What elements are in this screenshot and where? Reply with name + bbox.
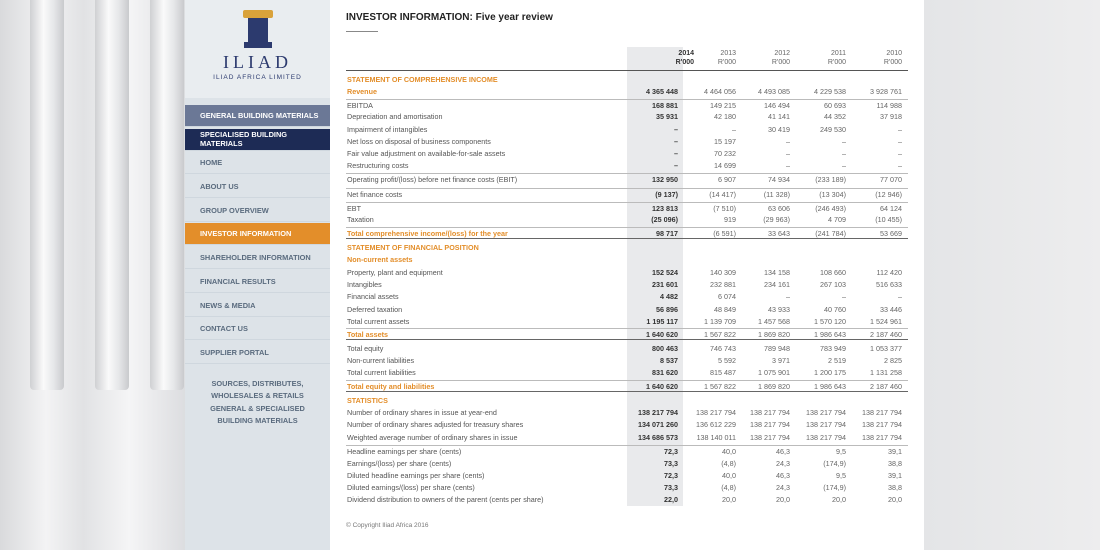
cell-value: 44 352	[824, 112, 846, 121]
cell-value: 134 158	[764, 268, 790, 277]
cell-value: 138 217 794	[862, 420, 902, 429]
tagline: SOURCES, DISTRIBUTES, WHOLESALES & RETAILS GENERAL & SPECIALISED BUILDING MATERIALS	[210, 378, 305, 426]
nav-shareholder-information[interactable]: SHAREHOLDER INFORMATION	[185, 247, 330, 269]
cell-value: 1 640 620	[646, 330, 678, 339]
cell-value: 789 948	[764, 344, 790, 353]
table-row	[346, 343, 908, 355]
cell-value: –	[674, 137, 678, 146]
copyright: © Copyright Iliad Africa 2016	[346, 522, 429, 529]
cell-value: 138 217 794	[806, 420, 846, 429]
cell-value: 134 071 260	[638, 420, 678, 429]
cell-value: –	[898, 292, 902, 301]
cell-value: 815 487	[710, 368, 736, 377]
cell-value: 46,3	[776, 447, 790, 456]
nav-general-building-materials[interactable]: GENERAL BUILDING MATERIALS	[185, 105, 330, 127]
cell-value: 138 217 794	[638, 408, 678, 417]
row-label: Total comprehensive income/(loss) for the year	[347, 229, 508, 238]
table-row	[346, 188, 908, 200]
cell-value: 15 197	[714, 137, 736, 146]
cell-value: 919	[724, 215, 736, 224]
cell-value: 516 633	[876, 280, 902, 289]
cell-value: 6 907	[718, 175, 736, 184]
cell-value: (4,8)	[721, 459, 736, 468]
cell-value: 40 760	[824, 305, 846, 314]
row-label: Earnings/(loss) per share (cents)	[347, 459, 452, 468]
column-decoration	[95, 0, 129, 390]
table-row	[346, 419, 908, 431]
cell-value: (174,9)	[823, 483, 846, 492]
cell-value: 38,8	[888, 459, 902, 468]
nav-news-media[interactable]: NEWS & MEDIA	[185, 295, 330, 317]
cell-value: 1 869 820	[758, 382, 790, 391]
cell-value: (13 304)	[819, 190, 846, 199]
row-label: Total current assets	[347, 317, 410, 326]
row-label: Total current liabilities	[347, 368, 416, 377]
table-row	[346, 173, 908, 185]
cell-value: 74 934	[768, 175, 790, 184]
cell-value: 138 217 794	[862, 433, 902, 442]
row-label: Financial assets	[347, 292, 399, 301]
cell-value: 138 217 794	[806, 433, 846, 442]
cell-value: 2 825	[884, 356, 902, 365]
row-label: Restructuring costs	[347, 161, 409, 170]
cell-value: –	[786, 161, 790, 170]
cell-value: –	[674, 161, 678, 170]
cell-value: 1 053 377	[870, 344, 902, 353]
cell-value: 132 950	[652, 175, 678, 184]
cell-value: 63 606	[768, 204, 790, 213]
cell-value: 2 187 460	[870, 382, 902, 391]
cell-value: 70 232	[714, 149, 736, 158]
cell-value: (174,9)	[823, 459, 846, 468]
cell-value: 3 971	[772, 356, 790, 365]
cell-value: 134 686 573	[638, 433, 678, 442]
cell-value: (241 784)	[815, 229, 846, 238]
cell-value: 831 620	[652, 368, 678, 377]
cell-value: 231 601	[652, 280, 678, 289]
row-label: Total equity	[347, 344, 384, 353]
cell-value: 138 217 794	[750, 408, 790, 417]
column-decoration	[30, 0, 64, 390]
cell-value: 60 693	[824, 101, 846, 110]
cell-value: 77 070	[880, 175, 902, 184]
cell-value: 1 457 568	[758, 317, 790, 326]
row-label: Non-current assets	[347, 255, 413, 264]
table-row	[346, 99, 908, 111]
cell-value: 1 986 643	[814, 382, 846, 391]
cell-value: 1 075 901	[758, 368, 790, 377]
cell-value: 138 217 794	[750, 433, 790, 442]
cell-value: 2 519	[828, 356, 846, 365]
cell-value: (14 417)	[709, 190, 736, 199]
table-row	[346, 267, 908, 279]
table-row	[346, 445, 908, 457]
title-underline	[346, 31, 378, 32]
table-row	[346, 202, 908, 214]
cell-value: (10 455)	[875, 215, 902, 224]
cell-value: 20,0	[832, 495, 846, 504]
cell-value: –	[898, 125, 902, 134]
cell-value: –	[842, 137, 846, 146]
cell-value: 136 612 229	[696, 420, 736, 429]
cell-value: (6 591)	[713, 229, 736, 238]
cell-value: 1 869 820	[758, 330, 790, 339]
cell-value: 800 463	[652, 344, 678, 353]
cell-value: –	[842, 161, 846, 170]
cell-value: –	[842, 292, 846, 301]
table-row	[346, 407, 908, 419]
row-label: Non-current liabilities	[347, 356, 415, 365]
main-content	[330, 0, 924, 550]
cell-value: (29 963)	[763, 215, 790, 224]
cell-value: 39,1	[888, 471, 902, 480]
cell-value: 1 570 120	[814, 317, 846, 326]
background-right	[924, 0, 1100, 550]
cell-value: (12 946)	[875, 190, 902, 199]
sidebar	[185, 0, 330, 550]
cell-value: (246 493)	[815, 204, 846, 213]
cell-value: 20,0	[888, 495, 902, 504]
cell-value: 3 928 761	[870, 87, 902, 96]
table-row	[346, 494, 908, 506]
cell-value: 33 446	[880, 305, 902, 314]
cell-value: 4 709	[828, 215, 846, 224]
cell-value: 138 217 794	[862, 408, 902, 417]
cell-value: 2 187 460	[870, 330, 902, 339]
row-label: Net finance costs	[347, 190, 403, 199]
table-row	[346, 214, 908, 226]
cell-value: 33 643	[768, 229, 790, 238]
cell-value: 140 309	[710, 268, 736, 277]
cell-value: 72,3	[664, 471, 678, 480]
cell-value: 40,0	[722, 471, 736, 480]
cell-value: 40,0	[722, 447, 736, 456]
cell-value: 8 537	[660, 356, 678, 365]
cell-value: 1 524 961	[870, 317, 902, 326]
cell-value: 138 140 011	[696, 433, 736, 442]
cell-value: 746 743	[710, 344, 736, 353]
table-row	[346, 279, 908, 291]
row-label: STATISTICS	[347, 396, 388, 405]
logo[interactable]	[185, 0, 330, 98]
cell-value: 53 669	[880, 229, 902, 238]
header-year: 2014 R'000	[675, 50, 694, 66]
cell-value: 6 074	[718, 292, 736, 301]
cell-value: 114 988	[876, 101, 902, 110]
table-row	[346, 160, 908, 172]
cell-value: –	[842, 149, 846, 158]
cell-value: 4 482	[660, 292, 678, 301]
row-label: Total equity and liabilities	[347, 382, 435, 391]
page-title: INVESTOR INFORMATION: Five year review	[346, 12, 553, 23]
row-label: Weighted average number of ordinary shares in issue	[347, 433, 518, 442]
nav-contact-us[interactable]: CONTACT US	[185, 318, 330, 340]
row-label: Operating profit/(loss) before net finance costs (EBIT)	[347, 175, 518, 184]
row-label: Property, plant and equipment	[347, 268, 443, 277]
cell-value: (233 189)	[815, 175, 846, 184]
table-row	[346, 380, 908, 392]
cell-value: (7 510)	[713, 204, 736, 213]
cell-value: 9,5	[836, 447, 846, 456]
row-label: Number of ordinary shares adjusted for treasury shares	[347, 420, 524, 429]
cell-value: 20,0	[776, 495, 790, 504]
cell-value: 234 161	[764, 280, 790, 289]
cell-value: 41 141	[768, 112, 790, 121]
header-year: 2011 R'000	[827, 50, 846, 66]
table-row	[346, 316, 908, 328]
row-label: Deferred taxation	[347, 305, 403, 314]
cell-value: –	[674, 149, 678, 158]
cell-value: (25 096)	[651, 215, 678, 224]
table-row	[346, 136, 908, 148]
table-row	[346, 355, 908, 367]
row-label: STATEMENT OF FINANCIAL POSITION	[347, 243, 479, 252]
header-year: 2013 R'000	[717, 50, 736, 66]
table-row	[346, 470, 908, 482]
cell-value: 783 949	[820, 344, 846, 353]
nav-financial-results[interactable]: FINANCIAL RESULTS	[185, 271, 330, 293]
logo-subtitle: ILIAD AFRICA LIMITED	[213, 74, 302, 81]
table-row	[346, 86, 908, 98]
row-label: Headline earnings per share (cents)	[347, 447, 462, 456]
logo-word: ILIAD	[223, 52, 292, 72]
cell-value: 152 524	[652, 268, 678, 277]
cell-value: 5 592	[718, 356, 736, 365]
cell-value: 14 699	[714, 161, 736, 170]
table-row	[346, 254, 908, 266]
cell-value: 138 217 794	[696, 408, 736, 417]
cell-value: 72,3	[664, 447, 678, 456]
table-row	[346, 74, 908, 86]
row-label: Dividend distribution to owners of the parent (cents per share)	[347, 495, 544, 504]
cell-value: 1 195 117	[646, 317, 678, 326]
cell-value: 1 139 709	[704, 317, 736, 326]
table-row	[346, 304, 908, 316]
row-label: Diluted earnings/(loss) per share (cents)	[347, 483, 475, 492]
cell-value: 232 881	[710, 280, 736, 289]
row-label: Diluted headline earnings per share (cents)	[347, 471, 485, 480]
cell-value: 24,3	[776, 483, 790, 492]
cell-value: 108 660	[820, 268, 846, 277]
cell-value: 4 493 085	[758, 87, 790, 96]
table-row	[346, 367, 908, 379]
table-row	[346, 148, 908, 160]
cell-value: 9,5	[836, 471, 846, 480]
cell-value: 138 217 794	[750, 420, 790, 429]
cell-value: –	[732, 125, 736, 134]
cell-value: 98 717	[656, 229, 678, 238]
row-label: STATEMENT OF COMPREHENSIVE INCOME	[347, 75, 498, 84]
cell-value: 146 494	[764, 101, 790, 110]
cell-value: 1 567 822	[704, 330, 736, 339]
cell-value: 48 849	[714, 305, 736, 314]
cell-value: 35 931	[656, 112, 678, 121]
table-row	[346, 124, 908, 136]
table-row	[346, 291, 908, 303]
nav-supplier-portal[interactable]: SUPPLIER PORTAL	[185, 342, 330, 364]
row-label: Total assets	[347, 330, 389, 339]
table-row	[346, 242, 908, 254]
row-label: Number of ordinary shares in issue at year-end	[347, 408, 497, 417]
cell-value: 64 124	[880, 204, 902, 213]
cell-value: 112 420	[876, 268, 902, 277]
cell-value: –	[898, 137, 902, 146]
cell-value: 37 918	[880, 112, 902, 121]
cell-value: 1 640 620	[646, 382, 678, 391]
cell-value: 4 229 538	[814, 87, 846, 96]
cell-value: 56 896	[656, 305, 678, 314]
column-decoration	[150, 0, 184, 390]
cell-value: 22,0	[664, 495, 678, 504]
table-row	[346, 395, 908, 407]
header-year: 2010 R'000	[883, 50, 902, 66]
cell-value: 4 464 056	[704, 87, 736, 96]
nav-home[interactable]: HOME	[185, 152, 330, 174]
cell-value: (9 137)	[655, 190, 678, 199]
cell-value: 168 881	[652, 101, 678, 110]
cell-value: 1 567 822	[704, 382, 736, 391]
cell-value: 267 103	[820, 280, 846, 289]
cell-value: –	[786, 149, 790, 158]
table-header	[346, 49, 908, 71]
table-row	[346, 458, 908, 470]
table-row	[346, 227, 908, 239]
row-label: Depreciation and amortisation	[347, 112, 443, 121]
cell-value: –	[898, 149, 902, 158]
table-row	[346, 482, 908, 494]
cell-value: 1 986 643	[814, 330, 846, 339]
cell-value: (4,8)	[721, 483, 736, 492]
row-label: Impairment of intangibles	[347, 125, 428, 134]
cell-value: –	[786, 137, 790, 146]
nav-specialised-building-materials[interactable]: SPECIALISED BUILDING MATERIALS	[185, 129, 330, 151]
row-label: Intangibles	[347, 280, 382, 289]
header-year: 2012 R'000	[771, 50, 790, 66]
cell-value: 46,3	[776, 471, 790, 480]
cell-value: (11 328)	[763, 190, 790, 199]
nav-group-overview[interactable]: GROUP OVERVIEW	[185, 200, 330, 222]
row-label: EBITDA	[347, 101, 373, 110]
nav-investor-information[interactable]: INVESTOR INFORMATION	[185, 223, 330, 245]
cell-value: 20,0	[722, 495, 736, 504]
table-row	[346, 328, 908, 340]
cell-value: 24,3	[776, 459, 790, 468]
cell-value: 38,8	[888, 483, 902, 492]
cell-value: 123 813	[652, 204, 678, 213]
column-logo-icon	[241, 10, 275, 48]
row-label: Net loss on disposal of business components	[347, 137, 491, 146]
row-label: Revenue	[347, 87, 377, 96]
cell-value: 73,3	[664, 459, 678, 468]
background-columns	[0, 0, 185, 550]
cell-value: 1 200 175	[814, 368, 846, 377]
cell-value: 138 217 794	[806, 408, 846, 417]
cell-value: 43 933	[768, 305, 790, 314]
cell-value: –	[674, 125, 678, 134]
cell-value: 30 419	[768, 125, 790, 134]
cell-value: 73,3	[664, 483, 678, 492]
row-label: Fair value adjustment on available-for-sale assets	[347, 149, 506, 158]
cell-value: 149 215	[710, 101, 736, 110]
cell-value: 4 365 448	[646, 87, 678, 96]
cell-value: –	[898, 161, 902, 170]
main-nav	[185, 105, 330, 364]
cell-value: 249 530	[820, 125, 846, 134]
cell-value: 42 180	[714, 112, 736, 121]
cell-value: –	[786, 292, 790, 301]
cell-value: 39,1	[888, 447, 902, 456]
table-row	[346, 111, 908, 123]
row-label: EBT	[347, 204, 361, 213]
row-label: Taxation	[347, 215, 374, 224]
table-row	[346, 432, 908, 444]
cell-value: 1 131 258	[870, 368, 902, 377]
nav-about-us[interactable]: ABOUT US	[185, 176, 330, 198]
